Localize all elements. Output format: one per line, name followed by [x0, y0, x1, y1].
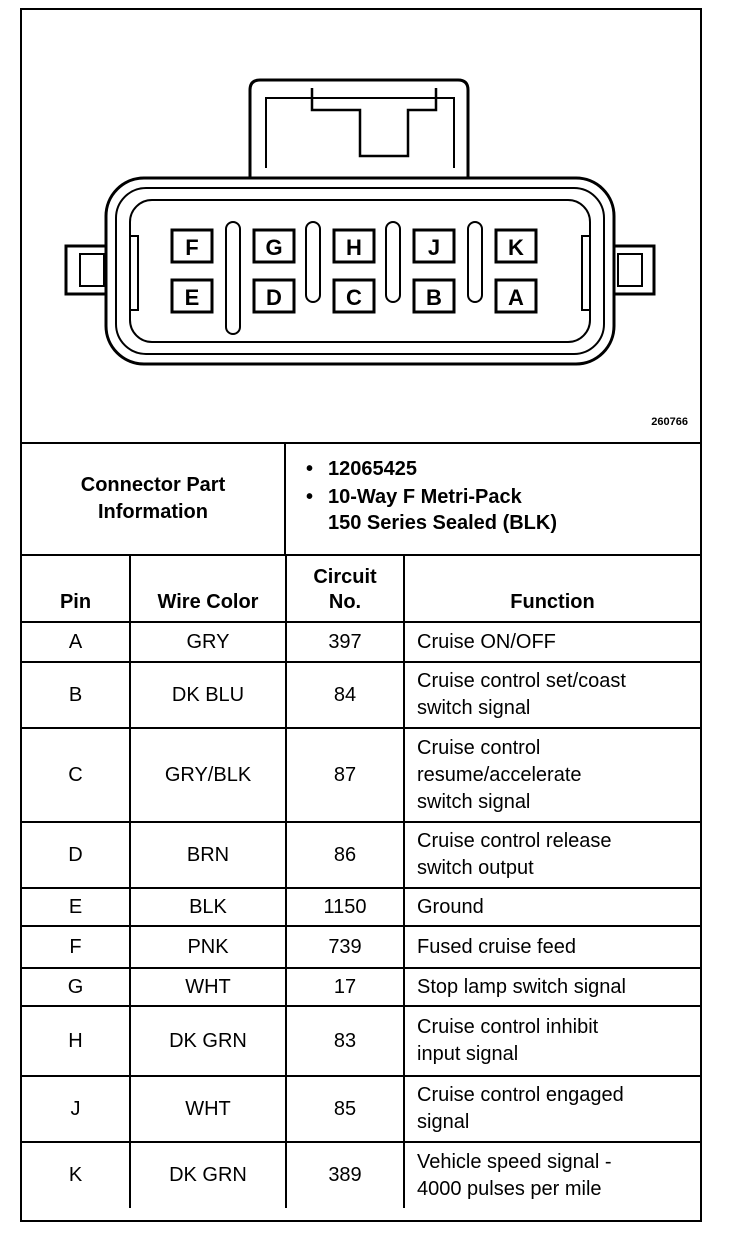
function-cell — [404, 1076, 700, 1142]
pin-cell: F — [22, 926, 130, 968]
wire-color-cell: BLK — [130, 888, 286, 926]
connector-info-label — [22, 444, 286, 554]
circuit-cell: 1150 — [286, 888, 404, 926]
wire-color-cell: WHT — [130, 968, 286, 1006]
function-line: Cruise control engaged — [417, 1084, 624, 1106]
function-line: Ground — [417, 895, 484, 918]
table-row — [22, 1076, 700, 1142]
table-row — [22, 1006, 700, 1076]
function-line: Cruise control set/coast — [417, 670, 626, 692]
wire-color-cell: DK GRN — [130, 1142, 286, 1208]
function-cell — [404, 888, 700, 926]
table-row — [22, 888, 700, 926]
function-cell — [404, 926, 700, 968]
wire-color-cell: GRY — [130, 622, 286, 662]
pin-cell: C — [22, 728, 130, 822]
function-cell — [404, 1006, 700, 1076]
info-label-line1: Connector Part — [80, 474, 226, 496]
table-row — [22, 926, 700, 968]
table-row — [22, 728, 700, 822]
function-cell — [404, 822, 700, 888]
table-row — [22, 1142, 700, 1208]
function-line: resume/accelerate — [417, 763, 582, 786]
circuit-cell: 84 — [286, 662, 404, 728]
connector-description — [328, 484, 700, 536]
pin-label-e: E — [184, 285, 200, 310]
function-line: switch signal — [417, 697, 531, 719]
circuit-cell: 86 — [286, 822, 404, 888]
table-row — [22, 822, 700, 888]
pin-label-f: F — [185, 235, 199, 260]
pin-label-c: C — [346, 285, 362, 310]
connector-drawing — [22, 10, 700, 442]
connector-info-details — [286, 444, 700, 554]
connector-info — [22, 444, 700, 556]
circuit-cell: 87 — [286, 728, 404, 822]
part-number: • 12065425 — [328, 456, 700, 482]
circuit-cell: 389 — [286, 1142, 404, 1208]
wire-color-cell: DK BLU — [130, 662, 286, 728]
description-line2: 150 Series Sealed (BLK) — [328, 512, 557, 534]
pin-cell: G — [22, 968, 130, 1006]
description-line1: 10-Way F Metri-Pack — [328, 486, 522, 508]
pin-cell: B — [22, 662, 130, 728]
function-cell — [404, 1142, 700, 1208]
table-header-row — [22, 555, 700, 622]
circuit-cell: 17 — [286, 968, 404, 1006]
function-line: signal — [417, 1111, 470, 1133]
pin-label-a: A — [508, 285, 524, 310]
wire-color-cell: PNK — [130, 926, 286, 968]
function-line: Stop lamp switch signal — [417, 975, 626, 998]
function-line: Cruise control — [417, 736, 541, 759]
table-row — [22, 968, 700, 1006]
function-line: Vehicle speed signal - — [417, 1150, 612, 1173]
wire-color-cell: WHT — [130, 1076, 286, 1142]
function-line: 4000 pulses per mile — [417, 1177, 602, 1200]
function-line: Cruise control release — [417, 830, 612, 852]
circuit-cell: 739 — [286, 926, 404, 968]
circuit-cell: 397 — [286, 622, 404, 662]
function-line: switch signal — [417, 790, 531, 813]
function-line: Cruise control inhibit — [417, 1016, 599, 1038]
pin-label-j: J — [427, 235, 441, 260]
figure-id: 260766 — [651, 416, 688, 428]
connector-diagram — [22, 10, 700, 444]
wire-color-cell: BRN — [130, 822, 286, 888]
function-cell — [404, 622, 700, 662]
pin-cell: J — [22, 1076, 130, 1142]
circuit-cell: 83 — [286, 1006, 404, 1076]
wire-color-cell: DK GRN — [130, 1006, 286, 1076]
function-cell — [404, 728, 700, 822]
info-label-line2: Information — [98, 501, 208, 523]
pin-cell: E — [22, 888, 130, 926]
pin-cell: A — [22, 622, 130, 662]
header-circuit-line2: No. — [328, 591, 362, 613]
pin-label-d: D — [266, 285, 282, 310]
pinout-table — [22, 554, 700, 1208]
pin-label-b: B — [426, 285, 442, 310]
header-wire-color: Wire Color — [130, 555, 286, 622]
table-row — [22, 622, 700, 662]
pin-label-g: G — [265, 235, 283, 260]
wire-color-cell: GRY/BLK — [130, 728, 286, 822]
function-line: switch output — [417, 857, 534, 879]
table-row — [22, 662, 700, 728]
header-circuit — [286, 555, 404, 622]
function-cell — [404, 662, 700, 728]
header-pin: Pin — [22, 555, 130, 622]
function-line: Fused cruise feed — [417, 935, 576, 958]
pin-cell: K — [22, 1142, 130, 1208]
circuit-cell: 85 — [286, 1076, 404, 1142]
header-circuit-line1: Circuit — [313, 566, 377, 588]
pin-cell: D — [22, 822, 130, 888]
pin-cell: H — [22, 1006, 130, 1076]
function-cell — [404, 968, 700, 1006]
function-line: Cruise ON/OFF — [417, 630, 556, 653]
pin-label-h: H — [346, 235, 362, 260]
function-line: input signal — [417, 1043, 519, 1065]
header-function: Function — [404, 555, 700, 622]
pin-label-k: K — [508, 235, 524, 260]
connector-sheet — [20, 8, 702, 1222]
